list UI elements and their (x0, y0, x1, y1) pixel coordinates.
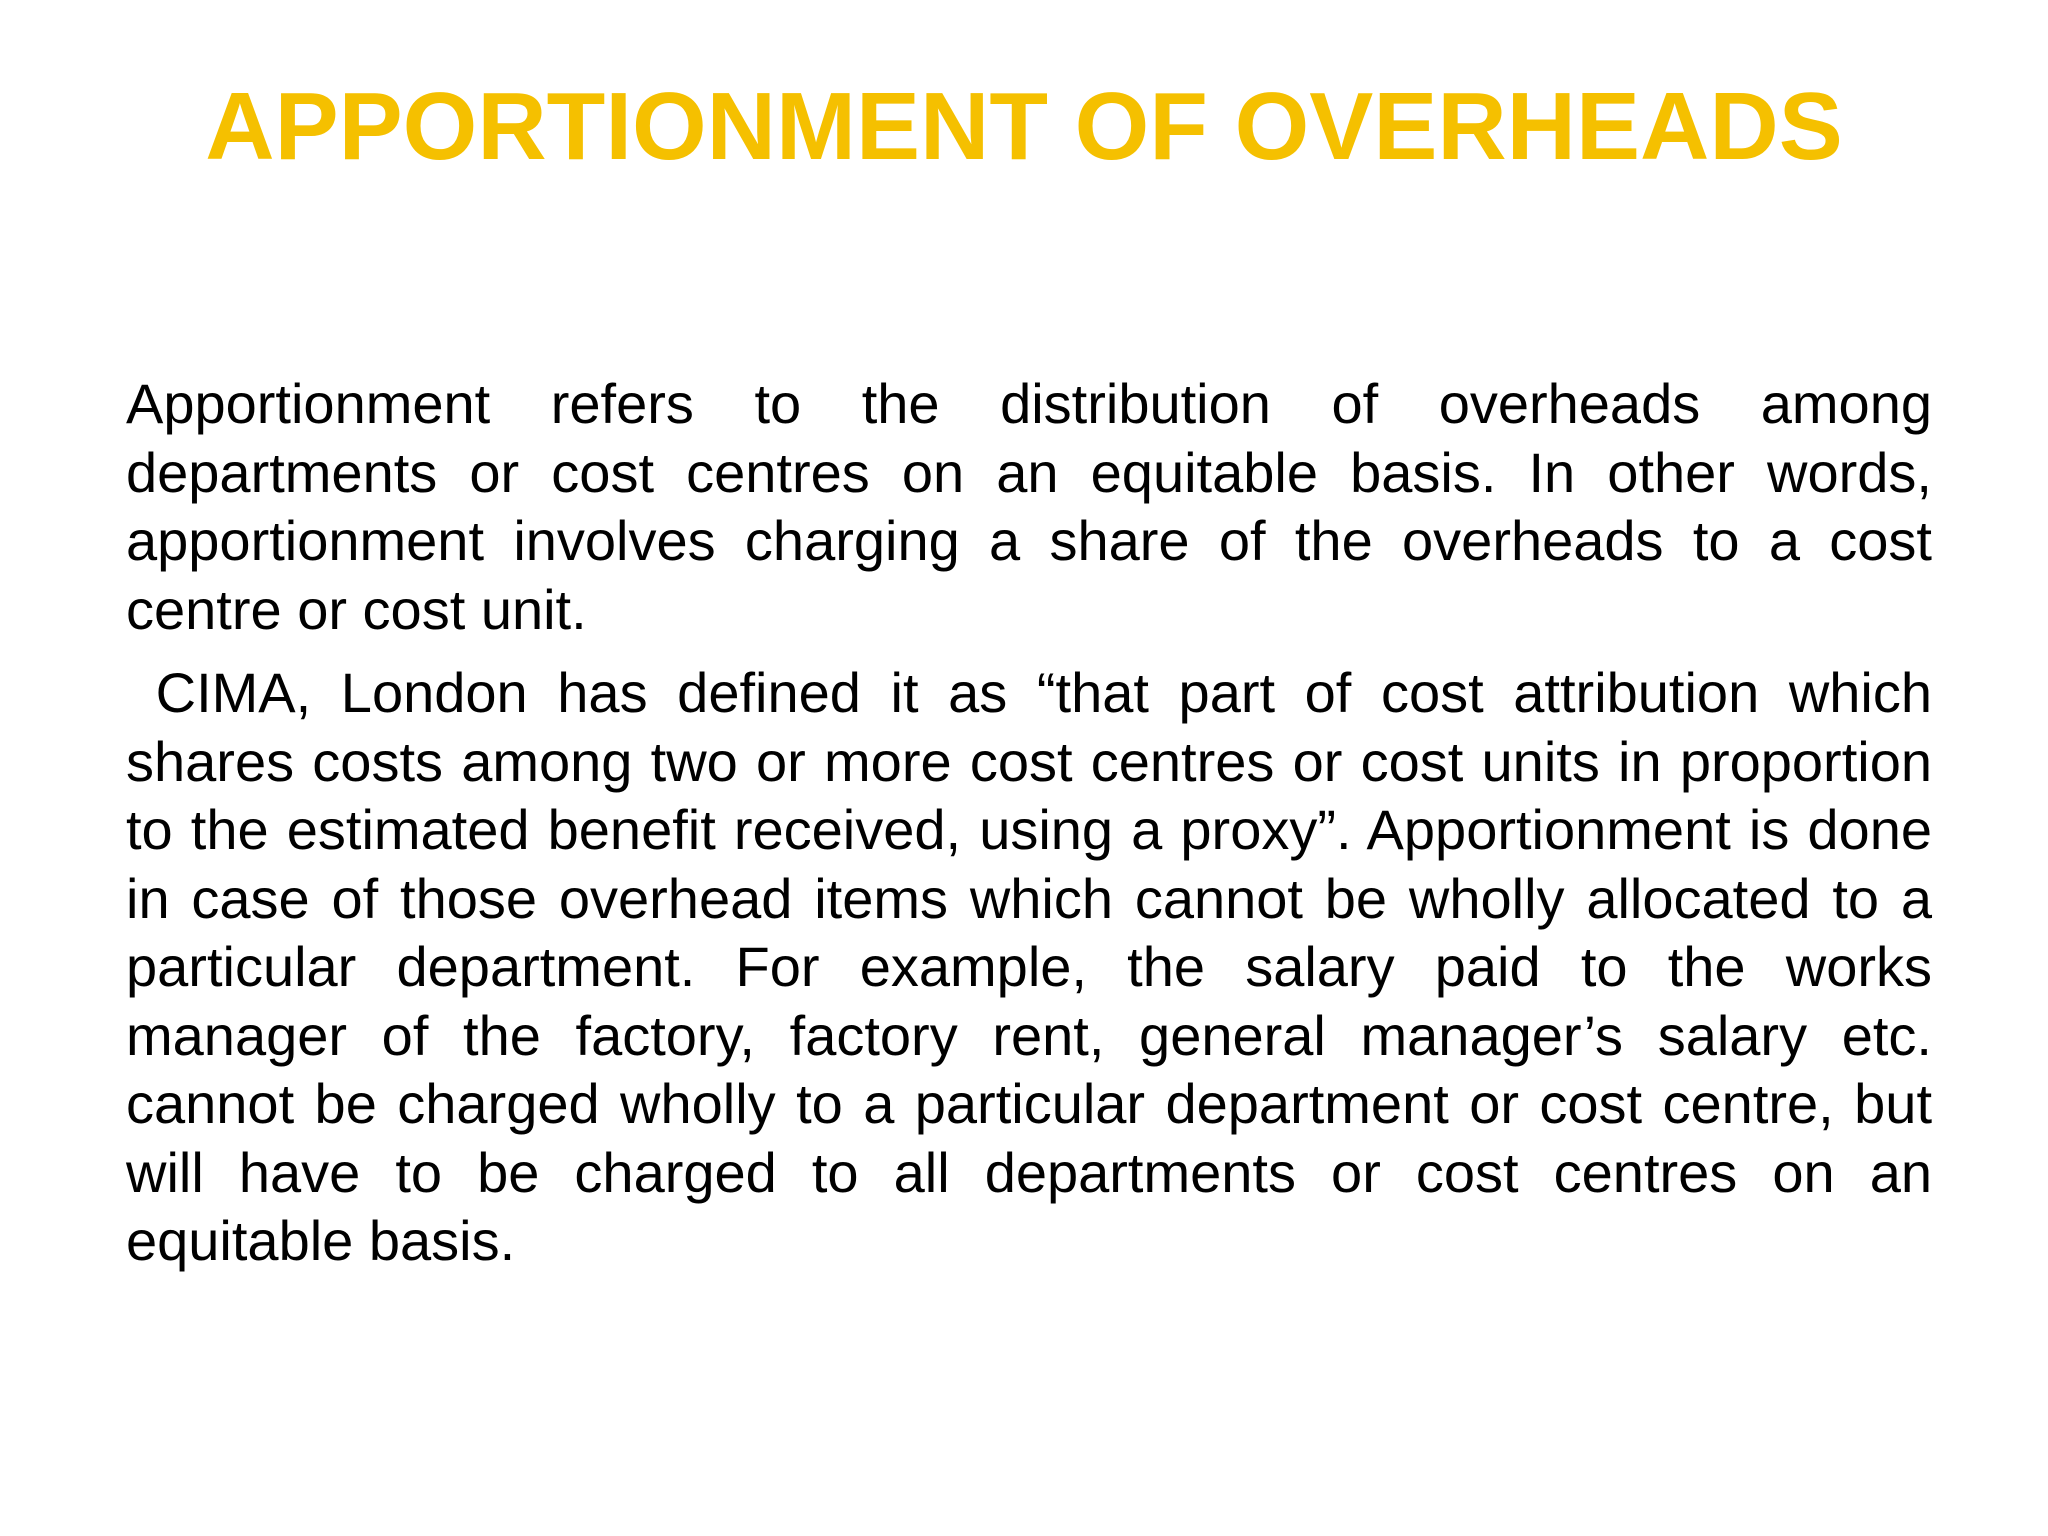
slide-title: APPORTIONMENT OF OVERHEADS (205, 73, 1843, 180)
slide-body (126, 370, 1948, 1291)
paragraph-definition: Apportionment refers to the distribution of overheads among departments or cost centres on an equitable basis. In other words, apportionment involves charging a share of the overheads to a cost centre or cost unit. (126, 372, 1932, 641)
paragraph-cima-definition: CIMA, London has defined it as “that part of cost attribution which shares costs among two or more cost centres or cost units in proportion to the estimated benefit received, using a proxy”. Apportionment is done in case of those overhead items which cannot be wholly allocated to a particular department. For example, the salary paid to the works manager of the factory, factory rent, general manager’s salary etc. cannot be charged wholly to a particular department or cost centre, but will have to be charged to all departments or cost centres on an equitable basis. (126, 661, 1948, 1272)
